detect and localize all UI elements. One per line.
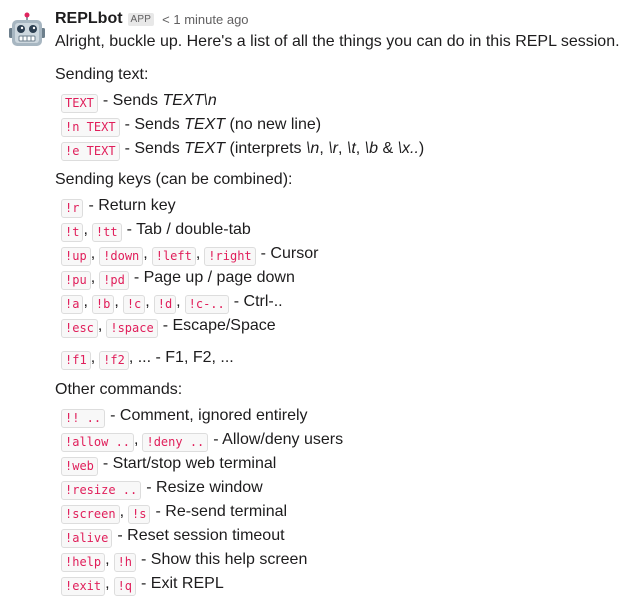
- command-code: !t: [61, 223, 83, 242]
- list-item: [61, 314, 276, 338]
- command-code: !allow ..: [61, 433, 134, 452]
- bot-avatar[interactable]: [8, 12, 46, 50]
- command-code: !right: [204, 247, 255, 266]
- list-item: [61, 404, 308, 428]
- list-item: [61, 572, 224, 596]
- command-code: !r: [61, 199, 83, 218]
- command-code: !n TEXT: [61, 118, 120, 137]
- command-code: !space: [106, 319, 157, 338]
- command-code: !alive: [61, 529, 112, 548]
- separator: ,: [90, 269, 96, 286]
- separator: ,: [143, 245, 148, 262]
- command-code: !d: [154, 295, 176, 314]
- command-code: !s: [128, 505, 150, 524]
- list-item: [61, 194, 176, 218]
- list-item: [61, 137, 424, 161]
- message-header: [55, 9, 249, 29]
- command-code: !q: [114, 577, 136, 596]
- separator: ,: [105, 551, 110, 568]
- command-code: !pd: [99, 271, 129, 290]
- list-item: [61, 500, 287, 524]
- robot-face-icon: [8, 12, 46, 50]
- list-item: [61, 428, 343, 452]
- command-code: !deny ..: [142, 433, 208, 452]
- command-description: - Resize window: [146, 479, 263, 496]
- separator: ,: [195, 245, 201, 262]
- command-description: - Return key: [88, 197, 176, 214]
- command-description: - Sends TEXT\n: [102, 92, 217, 109]
- command-code: !web: [61, 457, 98, 476]
- intro-text: Alright, buckle up. Here's a list of all the things you can do in this REPL session.: [55, 33, 620, 50]
- command-description: - Sends TEXT (interprets \n, \r, \t, \b & \x..): [124, 140, 425, 157]
- command-description: , ... - F1, F2, ...: [128, 349, 234, 366]
- command-code: !e TEXT: [61, 142, 120, 161]
- command-code: !exit: [61, 577, 105, 596]
- command-code: !esc: [61, 319, 98, 338]
- app-badge: APP: [128, 13, 155, 26]
- command-code: !tt: [92, 223, 122, 242]
- command-description: - Ctrl-..: [233, 293, 283, 310]
- section-title-sending-keys: Sending keys (can be combined):: [55, 171, 293, 188]
- command-code: !f2: [99, 351, 129, 370]
- section-title-sending-text: Sending text:: [55, 66, 149, 83]
- command-code: TEXT: [61, 94, 98, 113]
- list-item: [61, 476, 263, 500]
- command-description: - Comment, ignored entirely: [110, 407, 308, 424]
- command-code: !up: [61, 247, 91, 266]
- bot-name[interactable]: REPLbot: [55, 10, 123, 27]
- list-item: [61, 452, 276, 476]
- list-item: [61, 218, 251, 242]
- command-description: - Escape/Space: [162, 317, 276, 334]
- command-code: !! ..: [61, 409, 105, 428]
- separator: ,: [134, 431, 139, 448]
- separator: ,: [114, 293, 119, 310]
- command-code: !a: [61, 295, 83, 314]
- command-description: - Allow/deny users: [213, 431, 344, 448]
- section-title-other-commands: Other commands:: [55, 381, 183, 398]
- command-code: !b: [92, 295, 114, 314]
- command-description: - Show this help screen: [141, 551, 308, 568]
- separator: ,: [145, 293, 150, 310]
- separator: ,: [97, 317, 103, 334]
- list-item: [61, 524, 285, 548]
- list-item: [61, 242, 318, 266]
- command-description: - Page up / page down: [133, 269, 295, 286]
- command-code: !pu: [61, 271, 91, 290]
- command-description: - Re-send terminal: [155, 503, 288, 520]
- separator: ,: [90, 245, 96, 262]
- separator: ,: [83, 221, 88, 238]
- separator: ,: [90, 349, 96, 366]
- command-code: !left: [152, 247, 196, 266]
- list-item: [61, 266, 295, 290]
- command-description: - Tab / double-tab: [126, 221, 251, 238]
- command-code: !screen: [61, 505, 120, 524]
- list-item: [61, 290, 283, 314]
- list-item: [61, 346, 234, 370]
- separator: ,: [119, 503, 125, 520]
- command-code: !down: [99, 247, 143, 266]
- command-code: !c-..: [185, 295, 229, 314]
- separator: ,: [105, 575, 110, 592]
- command-description: - Exit REPL: [141, 575, 224, 592]
- separator: ,: [176, 293, 181, 310]
- command-code: !f1: [61, 351, 91, 370]
- command-code: !resize ..: [61, 481, 141, 500]
- list-item: [61, 113, 321, 137]
- command-code: !h: [114, 553, 136, 572]
- separator: ,: [83, 293, 88, 310]
- list-item: [61, 89, 217, 113]
- message-timestamp[interactable]: < 1 minute ago: [162, 11, 249, 27]
- command-code: !c: [123, 295, 145, 314]
- list-item: [61, 548, 307, 572]
- command-code: !help: [61, 553, 105, 572]
- command-description: - Reset session timeout: [117, 527, 285, 544]
- command-description: - Cursor: [260, 245, 319, 262]
- command-description: - Start/stop web terminal: [102, 455, 277, 472]
- command-description: - Sends TEXT (no new line): [124, 116, 322, 133]
